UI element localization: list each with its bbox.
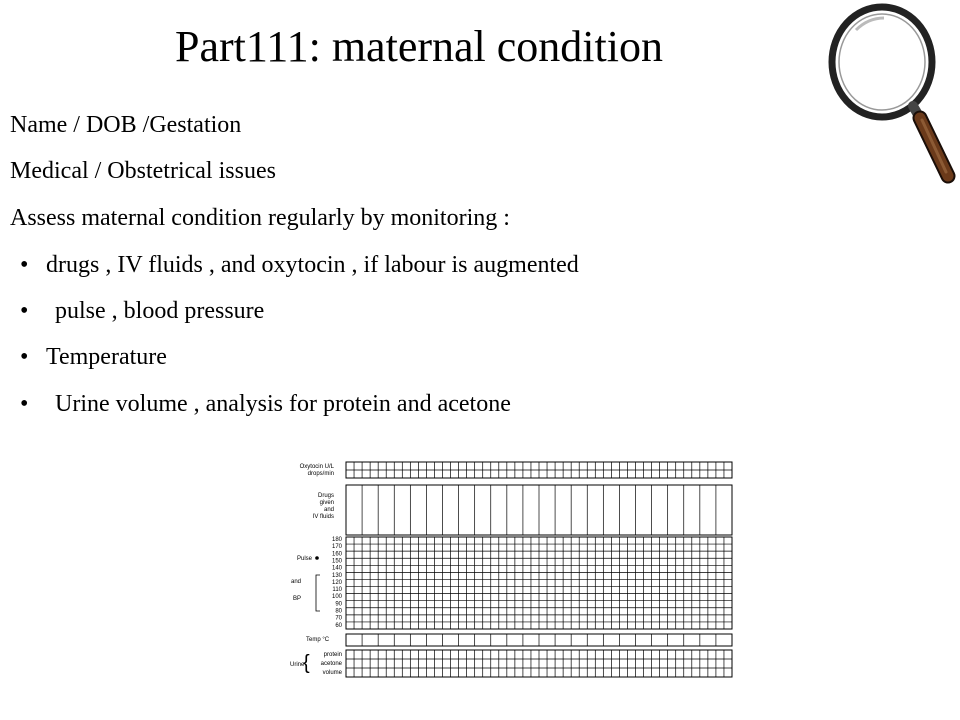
scale-label: 170 <box>331 544 342 551</box>
drugs-grid <box>346 485 732 535</box>
scale-label: 70 <box>335 615 342 622</box>
scale-label: 90 <box>335 601 342 608</box>
scale-label: 60 <box>335 622 342 629</box>
scale-label: 100 <box>331 594 342 601</box>
issues-line: Medical / Obstetrical issues <box>10 158 276 184</box>
pulse-dot <box>315 556 319 560</box>
oxytocin-label: drops/min <box>307 471 334 477</box>
temp-label: Temp °C <box>306 637 330 643</box>
drugs-label: given <box>319 500 334 506</box>
temperature-section <box>306 634 732 646</box>
assess-line: Assess maternal condition regularly by monitoring : <box>10 205 510 231</box>
drugs-section <box>313 485 732 535</box>
pulse-scale <box>332 537 343 629</box>
scale-label: 130 <box>331 572 342 579</box>
scale-label: 80 <box>335 608 342 615</box>
partograph-chart <box>286 455 736 683</box>
scale-label: 120 <box>331 579 342 586</box>
drugs-label: Drugs <box>317 493 334 499</box>
urine-grid <box>346 650 732 677</box>
scale-label: 150 <box>331 558 342 565</box>
drugs-label: and <box>323 507 334 513</box>
urine-row-label: volume <box>322 670 342 676</box>
drugs-label: IV fluids <box>312 514 334 520</box>
scale-label: 180 <box>331 537 342 543</box>
bullet-marker: • <box>20 298 29 324</box>
bullet-temperature: Temperature <box>46 344 167 370</box>
urine-row-label: acetone <box>320 661 342 667</box>
magnifier-icon <box>818 0 960 190</box>
urine-row-labels <box>321 652 343 676</box>
urine-label: Urine <box>290 662 305 668</box>
pulse-bp-section <box>291 537 732 629</box>
urine-row-label: protein <box>323 652 342 658</box>
bullet-marker: • <box>20 391 29 417</box>
urine-brace: { <box>303 652 310 674</box>
scale-label: 160 <box>331 551 342 558</box>
oxytocin-section <box>300 462 732 478</box>
bullet-pulse-bp: pulse , blood pressure <box>55 298 265 324</box>
bullet-marker: • <box>20 344 29 370</box>
bullet-marker: • <box>20 252 29 278</box>
bullet-drugs: drugs , IV fluids , and oxytocin , if labour is augmented <box>46 252 579 278</box>
temp-grid <box>346 634 732 646</box>
oxytocin-label: Oxytocin U/L <box>299 464 334 470</box>
patient-info-line: Name / DOB /Gestation <box>10 112 242 138</box>
oxytocin-grid <box>346 462 732 478</box>
bullet-urine: Urine volume , analysis for protein and acetone <box>55 391 511 417</box>
scale-label: 140 <box>331 565 342 572</box>
scale-label: 110 <box>332 587 342 594</box>
slide-title: Part111: maternal condition <box>175 22 663 71</box>
pulse-label: Pulse <box>296 556 312 562</box>
urine-section <box>290 650 732 677</box>
pulse-grid <box>346 537 732 629</box>
bp-bracket <box>316 575 320 611</box>
and-label: and <box>290 579 301 585</box>
bp-label: BP <box>292 596 301 602</box>
